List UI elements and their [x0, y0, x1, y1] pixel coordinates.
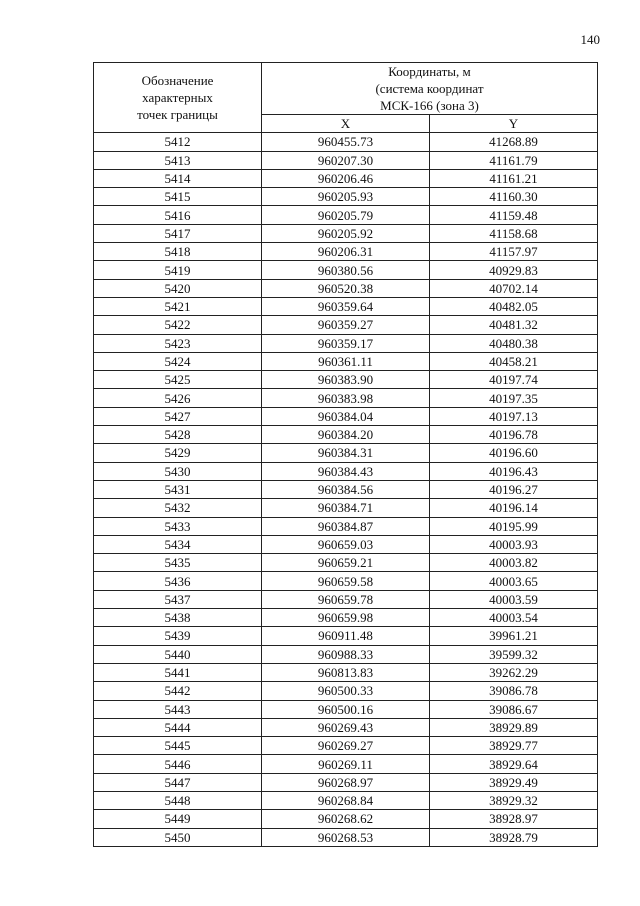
y-coordinate-cell: 38929.49: [430, 773, 598, 791]
table-row: [94, 334, 598, 352]
x-coordinate-cell: 960268.84: [262, 791, 430, 809]
y-coordinate-cell: 39086.67: [430, 700, 598, 718]
point-id-cell: 5442: [94, 682, 262, 700]
table-row: [94, 169, 598, 187]
x-coordinate-cell: 960520.38: [262, 279, 430, 297]
y-coordinate-cell: 39961.21: [430, 627, 598, 645]
point-id-cell: 5435: [94, 554, 262, 572]
y-coordinate-cell: 38929.89: [430, 718, 598, 736]
table-row: [94, 663, 598, 681]
point-id-cell: 5414: [94, 169, 262, 187]
point-id-cell: 5444: [94, 718, 262, 736]
table-row: [94, 645, 598, 663]
table-row: [94, 352, 598, 370]
point-id-cell: 5429: [94, 444, 262, 462]
table-row: [94, 572, 598, 590]
table-row: [94, 554, 598, 572]
point-id-cell: 5449: [94, 810, 262, 828]
y-coordinate-cell: 38929.32: [430, 791, 598, 809]
point-id-cell: 5433: [94, 517, 262, 535]
x-coordinate-cell: 960384.87: [262, 517, 430, 535]
coordinates-group-header: [262, 63, 598, 115]
y-coordinate-cell: 40195.99: [430, 517, 598, 535]
x-coordinate-cell: 960911.48: [262, 627, 430, 645]
x-coordinate-cell: 960359.64: [262, 297, 430, 315]
point-id-cell: 5441: [94, 663, 262, 681]
point-id-cell: 5430: [94, 462, 262, 480]
y-coordinate-cell: 41159.48: [430, 206, 598, 224]
point-id-cell: 5440: [94, 645, 262, 663]
y-coordinate-cell: 40196.43: [430, 462, 598, 480]
point-id-cell: 5432: [94, 499, 262, 517]
point-id-cell: 5447: [94, 773, 262, 791]
table-row: [94, 261, 598, 279]
point-id-cell: 5438: [94, 609, 262, 627]
point-id-cell: 5445: [94, 737, 262, 755]
coordinates-header-line-1: Координаты, м: [388, 64, 471, 79]
table-row: [94, 426, 598, 444]
y-coordinate-cell: 40196.78: [430, 426, 598, 444]
y-coordinate-cell: 38928.79: [430, 828, 598, 846]
point-id-cell: 5443: [94, 700, 262, 718]
coordinates-header-line-3: МСК-166 (зона 3): [380, 98, 479, 113]
point-name-header-line-1: Обозначение: [141, 73, 214, 89]
y-coordinate-cell: 40197.13: [430, 407, 598, 425]
x-coordinate-cell: 960384.31: [262, 444, 430, 462]
x-coordinate-cell: 960659.78: [262, 590, 430, 608]
x-coordinate-cell: 960383.90: [262, 371, 430, 389]
point-id-cell: 5434: [94, 535, 262, 553]
x-coordinate-cell: 960988.33: [262, 645, 430, 663]
table-row: [94, 755, 598, 773]
point-id-cell: 5428: [94, 426, 262, 444]
table-row: [94, 279, 598, 297]
y-coordinate-cell: 39086.78: [430, 682, 598, 700]
point-id-cell: 5427: [94, 407, 262, 425]
table-row: [94, 627, 598, 645]
x-coordinate-cell: 960384.20: [262, 426, 430, 444]
coordinates-table: [93, 62, 598, 847]
x-coordinate-cell: 960500.16: [262, 700, 430, 718]
y-coordinate-cell: 40481.32: [430, 316, 598, 334]
x-coordinate-cell: 960268.97: [262, 773, 430, 791]
x-coordinate-cell: 960206.31: [262, 243, 430, 261]
table-row: [94, 188, 598, 206]
x-column-header: X: [262, 115, 430, 133]
x-coordinate-cell: 960361.11: [262, 352, 430, 370]
point-id-cell: 5423: [94, 334, 262, 352]
y-coordinate-cell: 41157.97: [430, 243, 598, 261]
y-coordinate-cell: 40003.82: [430, 554, 598, 572]
y-coordinate-cell: 41161.21: [430, 169, 598, 187]
x-coordinate-cell: 960659.98: [262, 609, 430, 627]
y-column-header: Y: [430, 115, 598, 133]
y-coordinate-cell: 41268.89: [430, 133, 598, 151]
y-coordinate-cell: 40196.14: [430, 499, 598, 517]
x-coordinate-cell: 960813.83: [262, 663, 430, 681]
point-id-cell: 5419: [94, 261, 262, 279]
y-coordinate-cell: 39262.29: [430, 663, 598, 681]
table-row: [94, 737, 598, 755]
table-row: [94, 609, 598, 627]
y-coordinate-cell: 38929.77: [430, 737, 598, 755]
x-coordinate-cell: 960206.46: [262, 169, 430, 187]
point-id-cell: 5431: [94, 480, 262, 498]
x-coordinate-cell: 960380.56: [262, 261, 430, 279]
x-coordinate-cell: 960268.53: [262, 828, 430, 846]
x-coordinate-cell: 960269.27: [262, 737, 430, 755]
point-id-cell: 5446: [94, 755, 262, 773]
table-row: [94, 243, 598, 261]
table-row: [94, 517, 598, 535]
point-id-cell: 5420: [94, 279, 262, 297]
x-coordinate-cell: 960269.11: [262, 755, 430, 773]
table-row: [94, 499, 598, 517]
point-id-cell: 5424: [94, 352, 262, 370]
coordinates-header-line-2: (система координат: [375, 81, 484, 96]
table-row: [94, 590, 598, 608]
table-header: [94, 63, 598, 133]
table-row: [94, 133, 598, 151]
y-coordinate-cell: 40197.35: [430, 389, 598, 407]
point-id-cell: 5426: [94, 389, 262, 407]
table-row: [94, 224, 598, 242]
point-name-column-header: [94, 63, 262, 133]
x-coordinate-cell: 960384.56: [262, 480, 430, 498]
y-coordinate-cell: 40482.05: [430, 297, 598, 315]
y-coordinate-cell: 41161.79: [430, 151, 598, 169]
y-coordinate-cell: 40929.83: [430, 261, 598, 279]
x-coordinate-cell: 960384.71: [262, 499, 430, 517]
y-coordinate-cell: 40003.54: [430, 609, 598, 627]
table-row: [94, 371, 598, 389]
y-coordinate-cell: 40702.14: [430, 279, 598, 297]
point-id-cell: 5417: [94, 224, 262, 242]
table-row: [94, 297, 598, 315]
x-coordinate-cell: 960205.79: [262, 206, 430, 224]
point-id-cell: 5416: [94, 206, 262, 224]
y-coordinate-cell: 41158.68: [430, 224, 598, 242]
y-coordinate-cell: 40003.93: [430, 535, 598, 553]
table-row: [94, 535, 598, 553]
point-id-cell: 5439: [94, 627, 262, 645]
table-row: [94, 773, 598, 791]
y-coordinate-cell: 40480.38: [430, 334, 598, 352]
y-coordinate-cell: 40196.27: [430, 480, 598, 498]
point-id-cell: 5436: [94, 572, 262, 590]
table-row: [94, 206, 598, 224]
x-coordinate-cell: 960205.93: [262, 188, 430, 206]
x-coordinate-cell: 960659.21: [262, 554, 430, 572]
table-row: [94, 480, 598, 498]
y-coordinate-cell: 40003.59: [430, 590, 598, 608]
y-coordinate-cell: 40458.21: [430, 352, 598, 370]
table-row: [94, 810, 598, 828]
table-row: [94, 700, 598, 718]
table-row: [94, 444, 598, 462]
point-name-header-line-3: точек границы: [137, 107, 218, 123]
point-id-cell: 5422: [94, 316, 262, 334]
table-row: [94, 316, 598, 334]
y-coordinate-cell: 38929.64: [430, 755, 598, 773]
x-coordinate-cell: 960659.58: [262, 572, 430, 590]
x-coordinate-cell: 960383.98: [262, 389, 430, 407]
table-body: [94, 133, 598, 847]
point-id-cell: 5437: [94, 590, 262, 608]
y-coordinate-cell: 39599.32: [430, 645, 598, 663]
table-row: [94, 718, 598, 736]
x-coordinate-cell: 960205.92: [262, 224, 430, 242]
table-row: [94, 462, 598, 480]
x-coordinate-cell: 960455.73: [262, 133, 430, 151]
point-name-header-line-2: характерных: [142, 90, 213, 106]
table-row: [94, 151, 598, 169]
y-coordinate-cell: 38928.97: [430, 810, 598, 828]
x-coordinate-cell: 960268.62: [262, 810, 430, 828]
point-id-cell: 5421: [94, 297, 262, 315]
point-id-cell: 5450: [94, 828, 262, 846]
point-id-cell: 5418: [94, 243, 262, 261]
table-row: [94, 407, 598, 425]
point-id-cell: 5412: [94, 133, 262, 151]
y-coordinate-cell: 40197.74: [430, 371, 598, 389]
x-coordinate-cell: 960659.03: [262, 535, 430, 553]
x-coordinate-cell: 960500.33: [262, 682, 430, 700]
point-id-cell: 5415: [94, 188, 262, 206]
x-coordinate-cell: 960269.43: [262, 718, 430, 736]
x-coordinate-cell: 960384.04: [262, 407, 430, 425]
y-coordinate-cell: 41160.30: [430, 188, 598, 206]
x-coordinate-cell: 960359.17: [262, 334, 430, 352]
y-coordinate-cell: 40003.65: [430, 572, 598, 590]
point-id-cell: 5448: [94, 791, 262, 809]
x-coordinate-cell: 960384.43: [262, 462, 430, 480]
table-row: [94, 682, 598, 700]
table-row: [94, 791, 598, 809]
table-row: [94, 828, 598, 846]
y-coordinate-cell: 40196.60: [430, 444, 598, 462]
table-row: [94, 389, 598, 407]
point-id-cell: 5425: [94, 371, 262, 389]
x-coordinate-cell: 960359.27: [262, 316, 430, 334]
page-number: 140: [580, 32, 600, 47]
point-id-cell: 5413: [94, 151, 262, 169]
x-coordinate-cell: 960207.30: [262, 151, 430, 169]
